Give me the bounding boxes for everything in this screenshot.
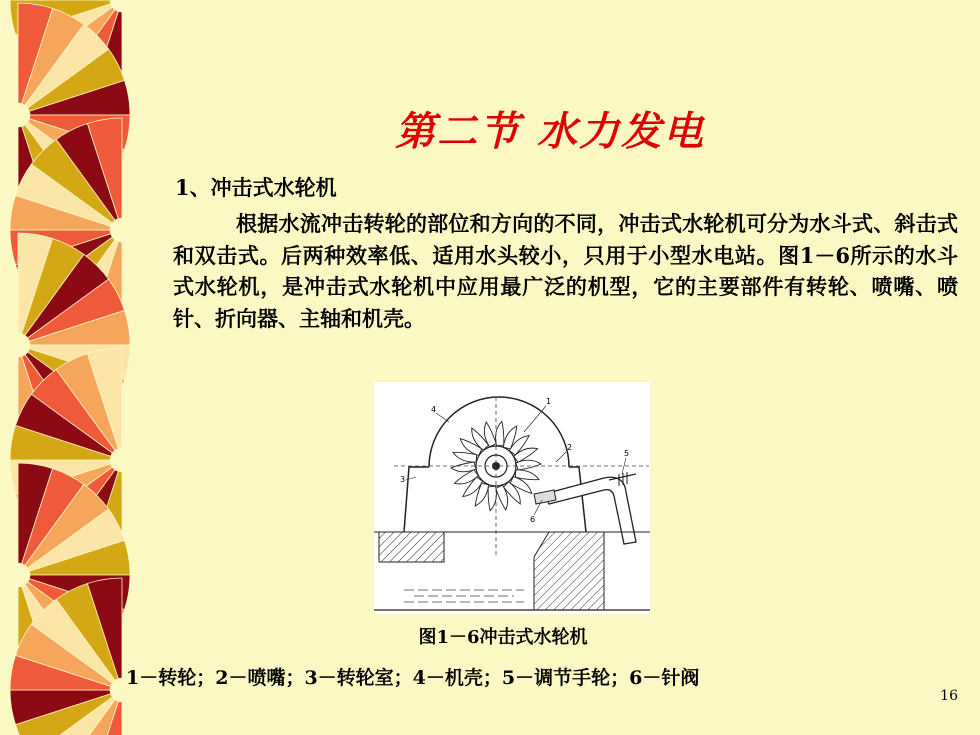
label-3: 3 [400,475,406,484]
figure-legend: 1－转轮；2－喷嘴；3－转轮室；4－机壳；5－调节手轮；6－针阀 [126,667,700,689]
label-6: 6 [530,515,536,524]
label-2: 2 [567,443,573,452]
slide-title: 第二节 水力发电 [395,108,705,155]
label-5: 5 [624,449,630,458]
page-number: 16 [940,688,958,704]
label-1: 1 [546,397,552,406]
runner-bucket [451,462,476,472]
body-paragraph: 根据水流冲击转轮的部位和方向的不同，冲击式水轮机可分为水斗式、斜击式和双击式。后两种效率低、适用水头较小，只用于小型水电站。图1－6所示的水斗式水轮机，是冲击式水轮机中应用最广泛的机型，它的主要部件有转轮、喷嘴、喷针、折向器、主轴和机壳。 [173,211,958,331]
figure-caption: 图1－6冲击式水轮机 [418,627,588,648]
pelton-turbine-diagram [374,382,650,614]
label-4: 4 [431,405,437,414]
section-heading: 1、冲击式水轮机 [175,175,337,200]
